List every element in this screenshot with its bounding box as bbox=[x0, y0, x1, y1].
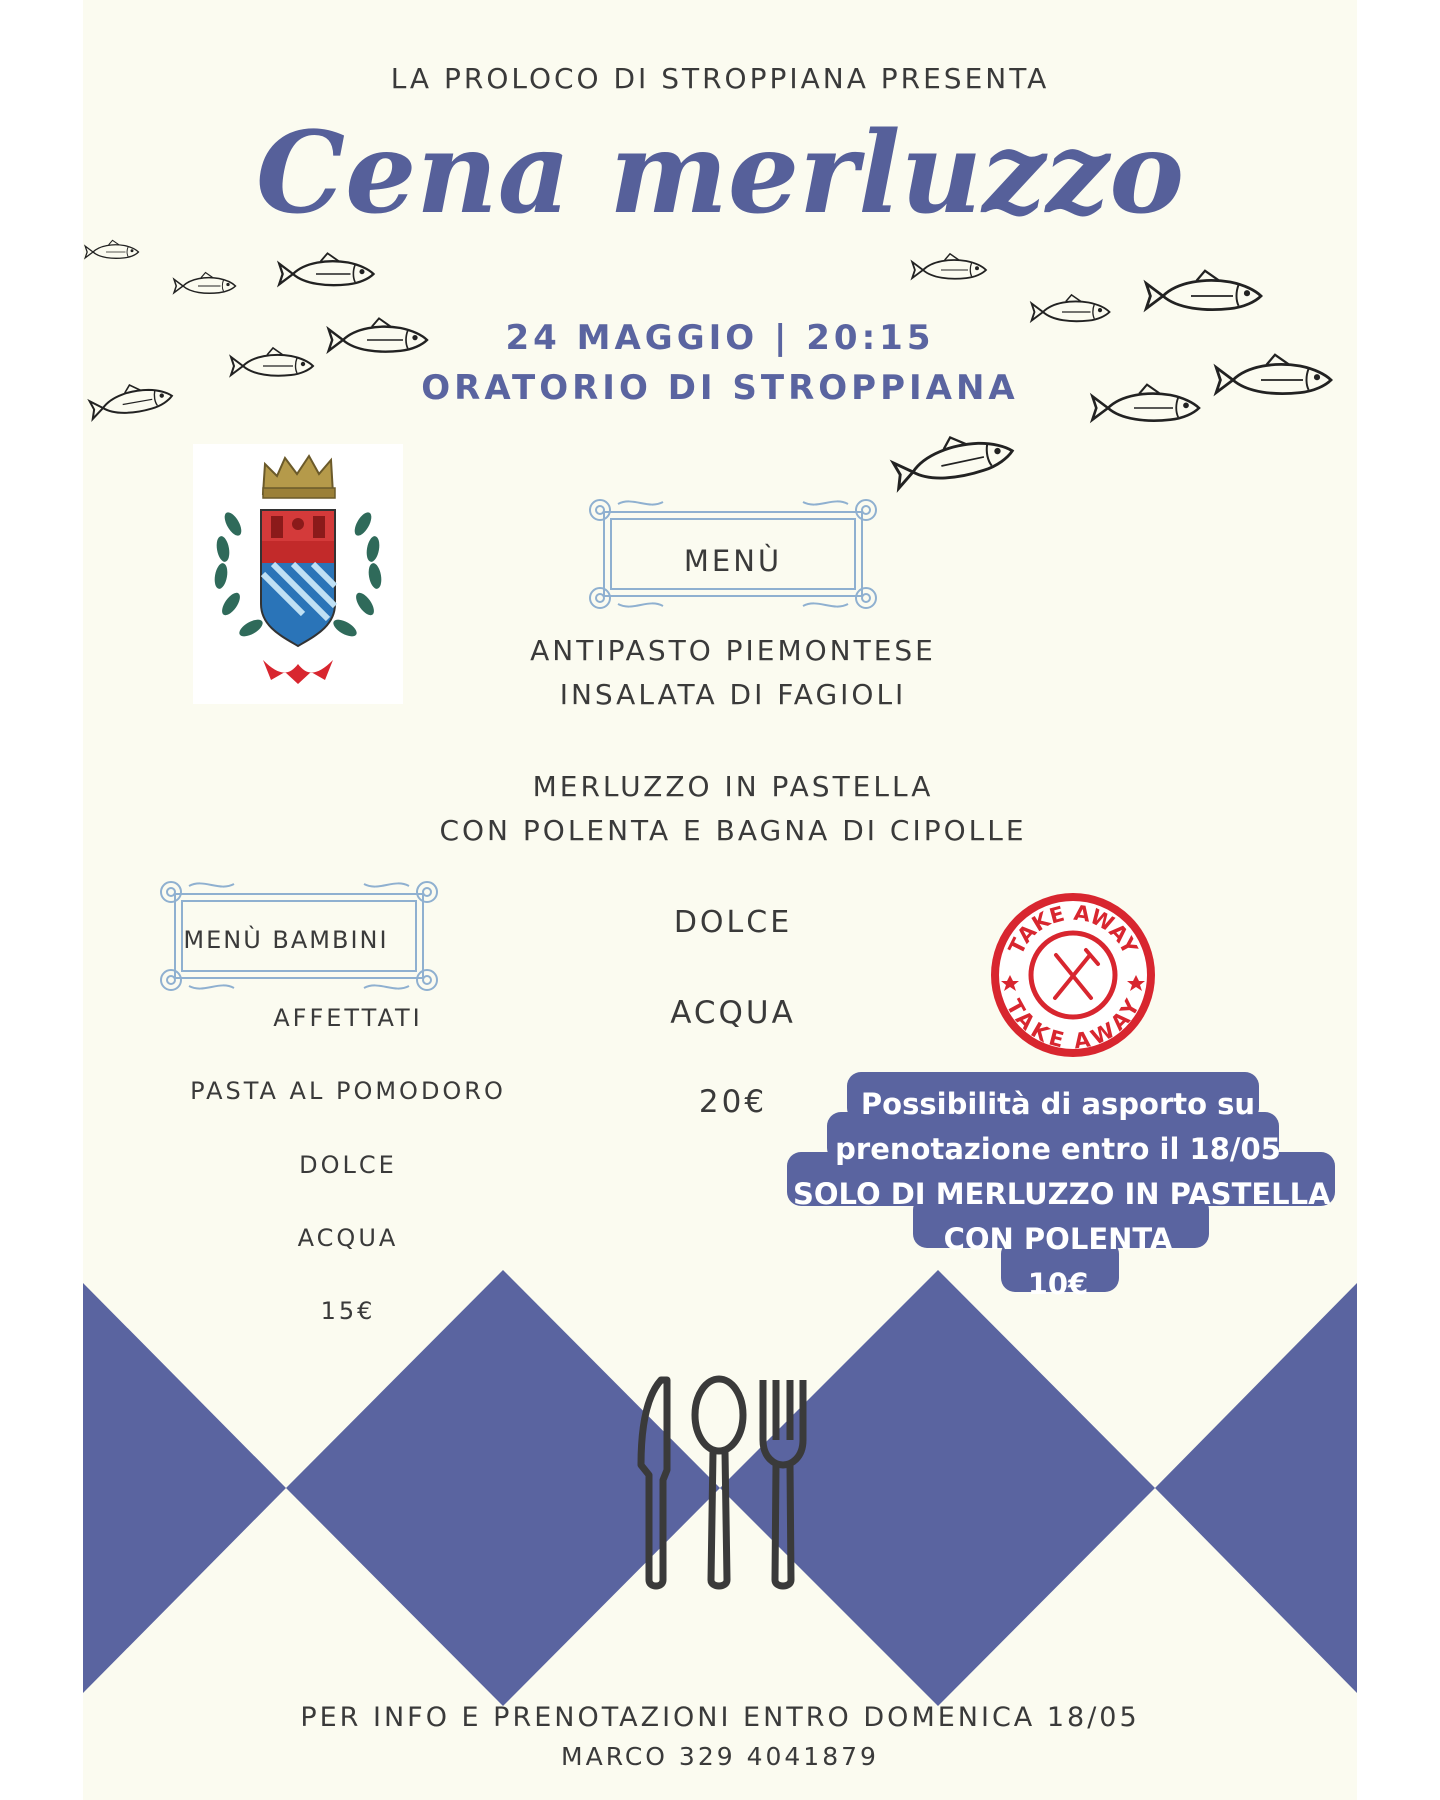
fish-9 bbox=[1146, 271, 1261, 310]
takeaway-price: 10€ bbox=[1027, 1267, 1089, 1301]
takeaway-line: prenotazione entro il 18/05 bbox=[835, 1132, 1281, 1166]
badge-top-text: TAKE AWAY bbox=[1004, 900, 1142, 959]
takeaway-info-text bbox=[793, 1082, 1331, 1307]
poster bbox=[83, 0, 1357, 1800]
kids-menu-item: AFFETTATI bbox=[273, 1004, 423, 1032]
event-venue: ORATORIO DI STROPPIANA bbox=[421, 368, 1019, 408]
kids-menu-price: 15€ bbox=[320, 1297, 376, 1325]
footer-contact: MARCO 329 4041879 bbox=[561, 1742, 879, 1771]
kids-menu-heading: MENÙ BAMBINI bbox=[183, 926, 389, 954]
event-title: Cena merluzzo bbox=[255, 108, 1185, 239]
menu-item: ACQUA bbox=[670, 995, 796, 1031]
takeaway-line: Possibilità di asporto su bbox=[860, 1087, 1256, 1121]
kids-menu-item: DOLCE bbox=[299, 1151, 397, 1179]
menu-item: CON POLENTA E BAGNA DI CIPOLLE bbox=[439, 814, 1027, 847]
take-away-badge bbox=[988, 890, 1158, 1060]
fish-2 bbox=[174, 273, 236, 294]
menu-price: 20€ bbox=[698, 1084, 768, 1120]
menu-heading: MENÙ bbox=[683, 544, 783, 578]
kids-menu-item: PASTA AL POMODORO bbox=[190, 1077, 506, 1105]
menu-item: INSALATA DI FAGIOLI bbox=[559, 678, 907, 711]
kids-menu-item: ACQUA bbox=[297, 1224, 399, 1252]
footer-info: PER INFO E PRENOTAZIONI ENTRO DOMENICA 18/05 bbox=[300, 1702, 1140, 1733]
fish-7 bbox=[912, 254, 986, 279]
badge-bottom-text: TAKE AWAY bbox=[1001, 995, 1145, 1054]
presenter-line: LA PROLOCO DI STROPPIANA PRESENTA bbox=[390, 62, 1050, 95]
coat-of-arms-logo bbox=[193, 444, 403, 704]
fish-1 bbox=[85, 240, 138, 258]
takeaway-line: SOLO DI MERLUZZO IN PASTELLA bbox=[793, 1177, 1331, 1211]
event-date-time: 24 MAGGIO | 20:15 bbox=[505, 318, 935, 358]
takeaway-line: CON POLENTA bbox=[943, 1222, 1173, 1256]
fish-3 bbox=[279, 253, 373, 285]
menu-item: DOLCE bbox=[673, 905, 793, 940]
cutlery-icon bbox=[623, 1370, 823, 1600]
menu-item: MERLUZZO IN PASTELLA bbox=[532, 770, 934, 803]
menu-item: ANTIPASTO PIEMONTESE bbox=[530, 634, 936, 667]
fish-12 bbox=[891, 425, 1016, 489]
